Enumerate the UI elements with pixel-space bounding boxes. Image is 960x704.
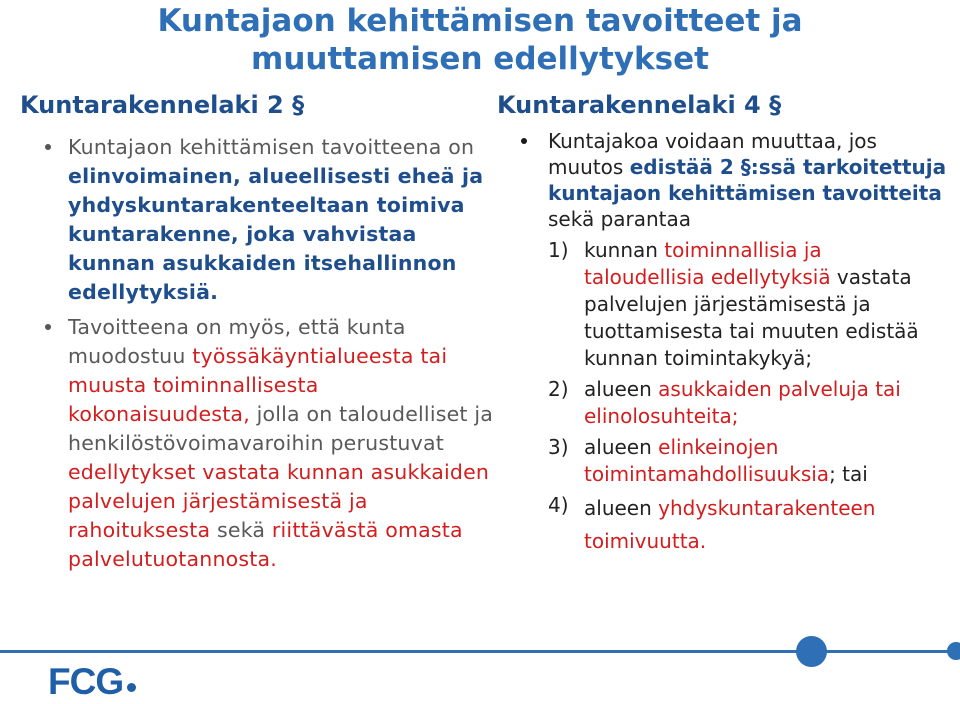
item-highlight: elinkeinojen toimintamahdollisuuksia [584, 435, 830, 486]
bullet-dot [45, 144, 51, 150]
slide-title-line-1: Kuntajaon kehittämisen tavoitteet ja [157, 3, 803, 39]
right-b1-highlight: edistää 2 §:ssä tarkoitettuja kuntajaon kehittämisen tavoitteita [548, 155, 947, 205]
right-heading: Kuntarakennelaki 4 § [497, 91, 782, 119]
left-b2-text-3: sekä [210, 518, 272, 542]
right-b1-text-1: Kuntajakoa voidaan muuttaa, jos muutos [548, 129, 877, 179]
item-text: alueen [584, 435, 659, 459]
item-highlight: yhdyskuntarakenteen toimivuutta. [584, 496, 876, 553]
left-b2-highlight-2: edellytykset vastata kunnan asukkaiden palvelujen järjestämisestä ja rahoituksesta [68, 460, 490, 542]
list-item-4 [548, 492, 947, 558]
footer-dot-small [947, 642, 960, 660]
item-text: alueen [584, 496, 659, 520]
right-b1-text-2: sekä parantaa [548, 207, 692, 231]
bullet-dot [45, 324, 51, 330]
list-number: 4) [548, 493, 569, 517]
item-highlight: toiminnallisia ja taloudellisia edellytyksiä [584, 238, 831, 289]
left-b2-highlight-3: riittävästä omasta palvelutuotannosta. [68, 518, 463, 571]
right-column [497, 90, 947, 558]
left-b1-highlight: elinvoimainen, alueellisesti eheä ja yhdyskuntarakenteeltaan toimiva kuntarakenne, joka vahvistaa kunnan asukkaiden itsehallinnon edellytyksiä. [68, 164, 484, 304]
left-bullet-2 [20, 313, 505, 574]
left-b1-text: Kuntajaon kehittämisen tavoitteena on [68, 135, 475, 159]
left-bullet-1 [20, 133, 505, 307]
list-item-3 [548, 434, 947, 488]
list-number: 1) [548, 238, 569, 262]
item-text: alueen [584, 377, 659, 401]
slide-title-line-2: muuttamisen edellytykset [251, 41, 709, 77]
list-number: 3) [548, 435, 569, 459]
item-text: kunnan [584, 238, 665, 262]
fcg-logo [48, 660, 136, 704]
item-highlight: asukkaiden palveluja tai elinolosuhteita; [584, 377, 901, 428]
logo-text: FCG [48, 661, 124, 702]
right-bullet-1 [497, 128, 947, 232]
left-column [20, 90, 505, 574]
bullet-dot [521, 138, 527, 144]
right-numbered-list [497, 237, 947, 558]
slide-title [0, 2, 960, 78]
list-item-2 [548, 376, 947, 430]
list-item-1 [548, 237, 947, 372]
logo-dot-icon [127, 683, 136, 692]
left-heading: Kuntarakennelaki 2 § [20, 91, 305, 119]
left-b2-highlight-1: työssäkäyntialueesta tai muusta toiminnallisesta kokonaisuudesta, [68, 344, 448, 426]
left-b2-text-1: Tavoitteena on myös, että kunta muodostuu [68, 315, 406, 368]
list-number: 2) [548, 377, 569, 401]
item-text: vastata palvelujen järjestämisestä ja tuottamisesta tai muuten edistää kunnan toimintakykyä; [584, 265, 919, 370]
footer-dot-large [796, 636, 827, 667]
left-b2-text-2: jolla on taloudelliset ja henkilöstövoimavaroihin perustuvat [68, 402, 494, 455]
item-text: ; tai [829, 462, 868, 486]
